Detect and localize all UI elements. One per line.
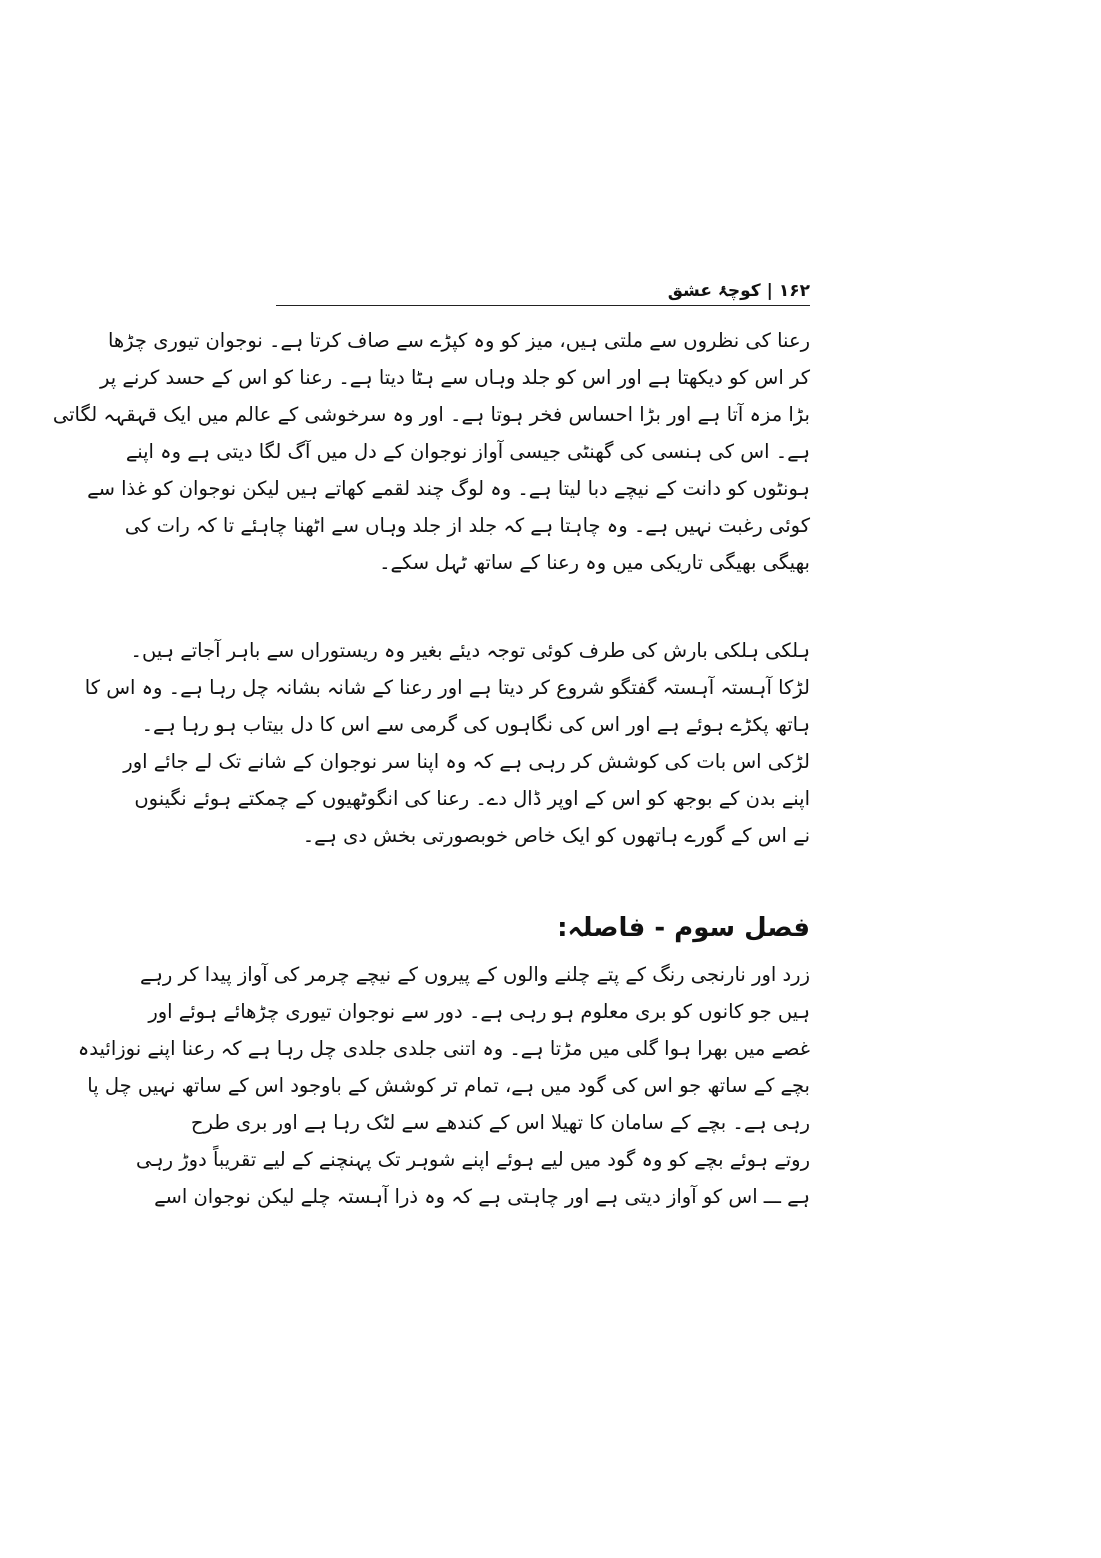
text-line: رعنا کی نظروں سے ملتی ہیں، میز کو وہ کپڑے سے صاف کرتا ہے۔ نوجوان تیوری چڑھا	[107, 329, 810, 352]
text-line: غصے میں بھرا ہوا گلی میں مڑتا ہے۔ وہ اتنی جلدی جلدی چل رہا ہے کہ رعنا اپنے نوزائیدہ	[77, 1037, 810, 1060]
section-heading: فصل سوم - فاصلہ:	[557, 913, 810, 943]
text-line: ہلکی ہلکی بارش کی طرف کوئی توجہ دیئے بغیر وہ ریستوراں سے باہر آجاتے ہیں۔	[130, 639, 810, 662]
text-line: بچے کے ساتھ جو اس کی گود میں ہے، تمام تر کوشش کے باوجود اس کے ساتھ نہیں چل پا	[87, 1074, 810, 1097]
text-line: بھیگی بھیگی تاریکی میں وہ رعنا کے ساتھ ٹہل سکے۔	[379, 551, 810, 574]
page-number: ۱۶۲	[778, 281, 810, 301]
text-line: ہے ـــ اس کو آواز دیتی ہے اور چاہتی ہے کہ وہ ذرا آہستہ چلے لیکن نوجوان اسے	[154, 1185, 810, 1208]
paragraph-3	[77, 956, 810, 1215]
text-line: ہاتھ پکڑے ہوئے ہے اور اس کی نگاہوں کی گرمی سے اس کا دل بیتاب ہو رہا ہے۔	[141, 713, 810, 736]
text-line: ہونٹوں کو دانت کے نیچے دبا لیتا ہے۔ وہ لوگ چند لقمے کھاتے ہیں لیکن نوجوان کو غذا سے	[87, 477, 810, 500]
text-line: روتے ہوئے بچے کو وہ گود میں لیے ہوئے اپنے شوہر تک پہنچنے کے لیے تقریباً دوڑ رہی	[135, 1148, 810, 1171]
text-line: زرد اور نارنجی رنگ کے پتے چلنے والوں کے پیروں کے نیچے چرمر کی آواز پیدا کر رہے	[140, 963, 810, 986]
text-line: کر اس کو دیکھتا ہے اور اس کو جلد وہاں سے ہٹا دیتا ہے۔ رعنا کو اس کے حسد کرنے پر	[100, 366, 810, 389]
paragraph-2	[84, 632, 810, 854]
text-line: لڑکی اس بات کی کوشش کر رہی ہے کہ وہ اپنا سر نوجوان کے شانے تک لے جائے اور	[123, 750, 810, 773]
header-rule	[276, 305, 810, 306]
text-line: نے اس کے گورے ہاتھوں کو ایک خاص خوبصورتی بخش دی ہے۔	[302, 824, 810, 847]
text-line: رہی ہے۔ بچے کے سامان کا تھیلا اس کے کندھے سے لٹک رہا ہے اور بری طرح	[190, 1111, 810, 1134]
page-header	[276, 270, 810, 302]
text-line: لڑکا آہستہ آہستہ گفتگو شروع کر دیتا ہے اور رعنا کے شانہ بشانہ چل رہا ہے۔ وہ اس کا	[84, 676, 810, 699]
text-line: ہے۔ اس کی ہنسی کی گھنٹی جیسی آواز نوجوان کے دل میں آگ لگا دیتی ہے وہ اپنے	[125, 440, 810, 463]
header-separator: |	[766, 281, 773, 301]
text-line: بڑا مزہ آتا ہے اور بڑا احساس فخر ہوتا ہے۔ اور وہ سرخوشی کے عالم میں ایک قہقہہ لگاتی	[52, 403, 810, 426]
text-line: کوئی رغبت نہیں ہے۔ وہ چاہتا ہے کہ جلد از جلد وہاں سے اٹھنا چاہئے تا کہ رات کی	[124, 514, 810, 537]
paragraph-1	[52, 322, 810, 581]
text-line: ہیں جو کانوں کو بری معلوم ہو رہی ہے۔ دور سے نوجوان تیوری چڑھائے ہوئے اور	[148, 1000, 810, 1023]
book-title: کوچۂ عشق	[667, 281, 761, 301]
text-line: اپنے بدن کے بوجھ کو اس کے اوپر ڈال دے۔ رعنا کی انگوٹھیوں کے چمکتے ہوئے نگینوں	[134, 787, 810, 810]
